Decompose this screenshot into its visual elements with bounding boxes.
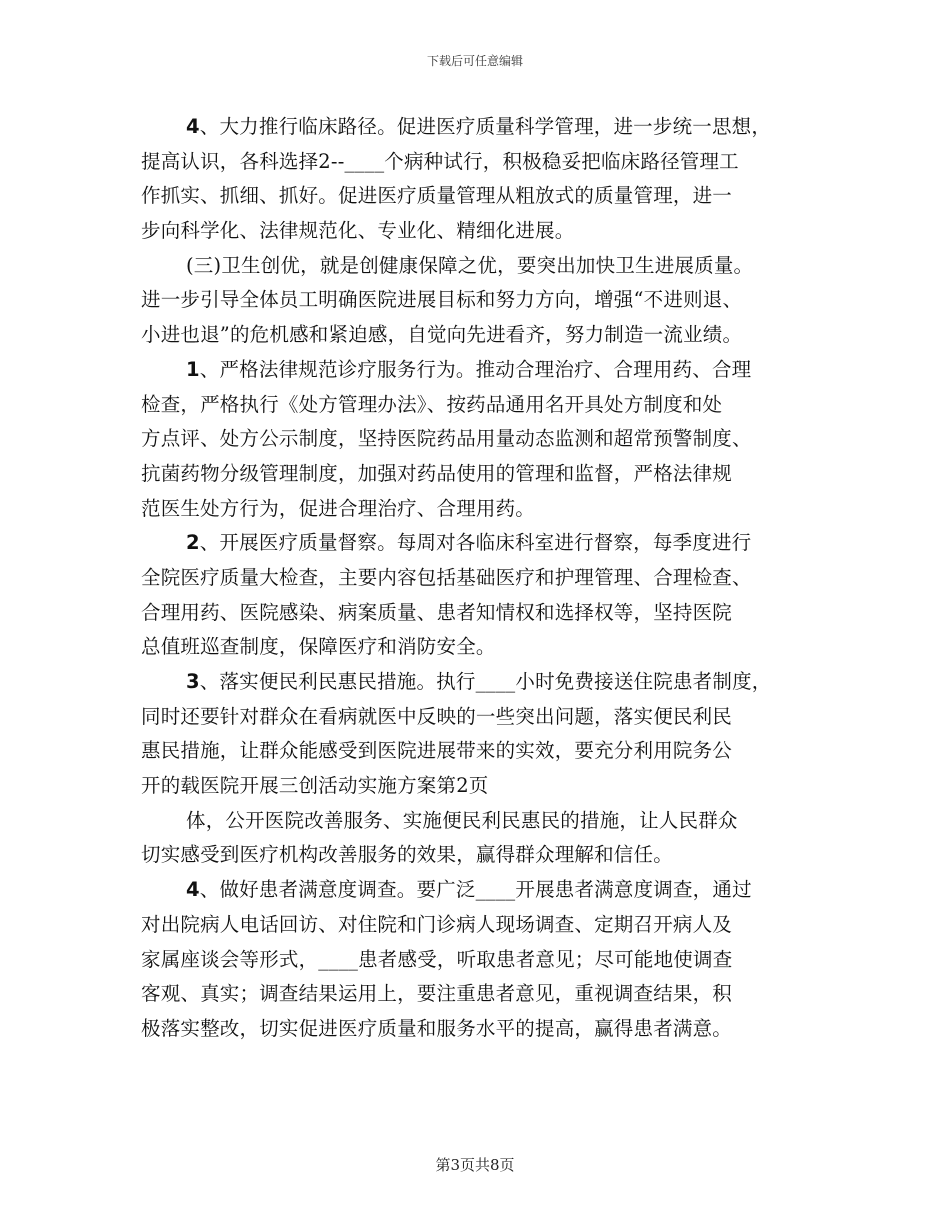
line-text: 提高认识，各科选择2--____个病种试行，积极稳妥把临床路径管理工: [141, 149, 739, 173]
body-line: [141, 283, 811, 318]
body-line: [141, 179, 811, 214]
line-text: 、落实便民利民惠民措施。执行____小时免费接送住院患者制度，: [199, 670, 772, 693]
page-header: 下载后可任意编辑: [426, 54, 523, 68]
page-footer: 第3页共8页: [435, 1156, 515, 1174]
body-line: [141, 943, 811, 978]
body-line: [141, 145, 811, 180]
line-text: 方点评、处方公示制度，坚持医院药品用量动态监测和超常预警制度、: [141, 427, 752, 451]
body-line: [141, 665, 811, 700]
line-text: 切实感受到医疗机构改善服务的效果，赢得群众理解和信任。: [141, 843, 673, 867]
body-line: [141, 492, 811, 527]
body-line: [141, 318, 811, 353]
item-number: 3: [186, 670, 200, 693]
line-text: 进一步引导全体员工明确医院进展目标和努力方向，增强“不进则退、: [141, 288, 743, 312]
body-line: [141, 700, 811, 735]
body-line: [141, 804, 811, 839]
body-line: [141, 249, 811, 284]
line-text: 惠民措施，让群众能感受到医院进展带来的实效，要充分利用院务公: [141, 739, 733, 763]
line-text: 同时还要针对群众在看病就医中反映的一些突出问题，落实便民利民: [141, 704, 733, 728]
item-number: 4: [186, 115, 200, 138]
line-text: 范医生处方行为，促进合理治疗、合理用药。: [141, 496, 536, 520]
body-line: [141, 110, 811, 145]
body-line: [141, 630, 811, 665]
line-text: 、大力推行临床路径。促进医疗质量科学管理，进一步统一思想，: [199, 115, 772, 138]
body-line: [141, 388, 811, 423]
line-text: 抗菌药物分级管理制度，加强对药品使用的管理和监督，严格法律规: [141, 461, 733, 485]
line-text: 家属座谈会等形式，____患者感受，听取患者意见；尽可能地使调查: [141, 947, 733, 971]
line-text: 合理用药、医院感染、病案质量、患者知情权和选择权等，坚持医院: [141, 600, 733, 624]
item-number: 4: [186, 878, 200, 902]
document-body: [141, 110, 811, 1047]
body-line: [141, 561, 811, 596]
line-text: 检查，严格执行《处方管理办法》、按药品通用名开具处方制度和处: [141, 392, 723, 416]
line-text: 客观、真实；调查结果运用上，要注重患者意见，重视调查结果，积: [141, 982, 733, 1006]
line-text: 、严格法律规范诊疗服务行为。推动合理治疗、合理用药、合理: [199, 357, 752, 381]
line-text: 步向科学化、法律规范化、专业化、精细化进展。: [141, 219, 575, 243]
line-text: 、做好患者满意度调查。要广泛____开展患者满意度调查，通过: [199, 878, 752, 902]
body-line: [141, 596, 811, 631]
line-text: 极落实整改，切实促进医疗质量和服务水平的提高，赢得患者满意。: [141, 1016, 733, 1040]
line-text: 体，公开医院改善服务、实施便民利民惠民的措施，让人民群众: [186, 808, 738, 832]
line-text: (三)卫生创优，就是创健康保障之优，要突出加快卫生进展质量。: [186, 253, 754, 277]
body-line: [141, 908, 811, 943]
item-number: 2: [186, 531, 200, 555]
body-line: [141, 214, 811, 249]
line-text: 、开展医疗质量督察。每周对各临床科室进行督察，每季度进行: [199, 531, 752, 555]
line-text: 开的载医院开展三创活动实施方案第2页: [141, 774, 489, 798]
body-line: [141, 734, 811, 769]
body-line: [141, 769, 811, 804]
body-line: [141, 838, 811, 873]
body-line: [141, 1012, 811, 1047]
body-line: [141, 873, 811, 908]
line-text: 作抓实、抓细、抓好。促进医疗质量管理从粗放式的质量管理，进一: [141, 184, 733, 208]
line-text: 对出院病人电话回访、对住院和门诊病人现场调查、定期召开病人及: [141, 912, 733, 936]
line-text: 总值班巡查制度，保障医疗和消防安全。: [141, 635, 496, 659]
line-text: 小进也退”的危机感和紧迫感，自觉向先进看齐，努力制造一流业绩。: [141, 323, 743, 347]
body-line: [141, 457, 811, 492]
line-text: 全院医疗质量大检查，主要内容包括基础医疗和护理管理、合理检查、: [141, 565, 752, 589]
body-line: [141, 353, 811, 388]
body-line: [141, 526, 811, 561]
item-number: 1: [186, 357, 200, 381]
body-line: [141, 422, 811, 457]
body-line: [141, 977, 811, 1012]
